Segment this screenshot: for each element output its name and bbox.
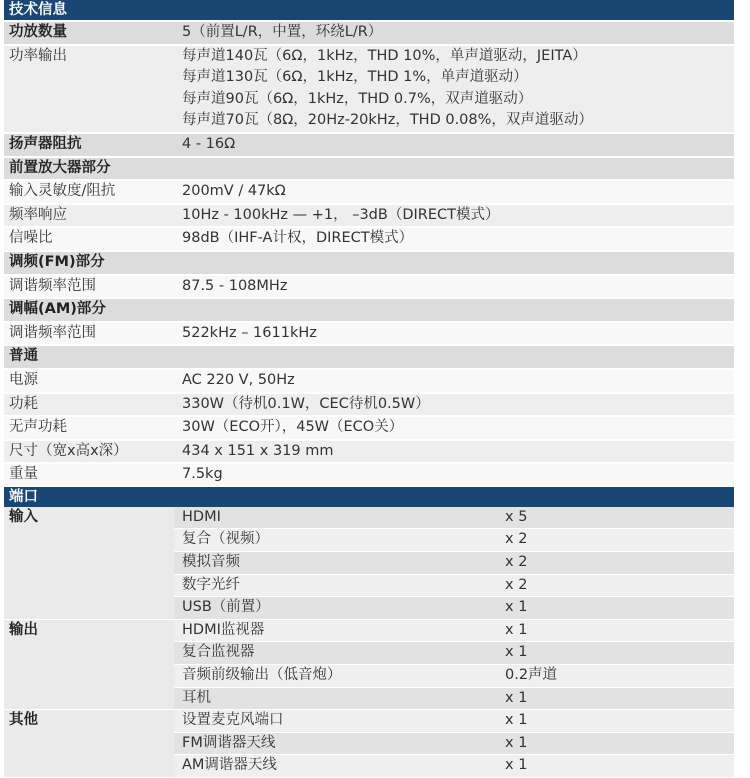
spec-label: 信噪比 (4, 227, 174, 251)
port-count: x 1 (497, 597, 734, 620)
spec-table-ports (4, 507, 734, 778)
spec-value (174, 416, 734, 440)
spec-label: 功放数量 (4, 21, 174, 45)
spec-label: 输入灵敏度/阻抗 (4, 180, 174, 204)
spec-label: 功耗 (4, 393, 174, 417)
port-name: 模拟音频 (174, 552, 497, 575)
spec-value (174, 204, 734, 228)
spec-value (174, 298, 734, 322)
spec-value-line: 87.5 - 108MHz (182, 277, 288, 294)
spec-value-line: AC 220 V, 50Hz (182, 371, 295, 388)
spec-row (4, 204, 734, 228)
spec-row (4, 440, 734, 464)
spec-value-line: 每声道90瓦（6Ω，1kHz，THD 0.7%，双声道驱动） (182, 90, 533, 107)
spec-value-line: 98dB（IHF-A计权，DIRECT模式） (182, 230, 414, 247)
spec-value (174, 227, 734, 251)
port-row (4, 507, 734, 529)
port-count: x 1 (497, 710, 734, 733)
port-name: 数字光纤 (174, 574, 497, 597)
spec-value (174, 180, 734, 204)
spec-label: 调幅(AM)部分 (4, 298, 174, 322)
spec-row (4, 251, 734, 275)
spec-label: 尺寸（宽x高x深） (4, 440, 174, 464)
port-count: x 2 (497, 529, 734, 552)
port-name: HDMI (174, 507, 497, 529)
spec-value (174, 21, 734, 45)
port-row (4, 619, 734, 642)
spec-value-line: 每声道140瓦（6Ω，1kHz，THD 10%，单声道驱动，JEITA） (182, 47, 587, 64)
spec-row (4, 298, 734, 322)
spec-label: 功率输出 (4, 45, 174, 133)
spec-row (4, 275, 734, 299)
spec-row (4, 157, 734, 181)
spec-value (174, 440, 734, 464)
port-count: x 1 (497, 619, 734, 642)
spec-label: 重量 (4, 463, 174, 486)
spec-label: 普通 (4, 345, 174, 369)
spec-row (4, 322, 734, 346)
port-count: x 1 (497, 755, 734, 778)
port-count: x 5 (497, 507, 734, 529)
spec-label: 频率响应 (4, 204, 174, 228)
spec-row (4, 133, 734, 157)
spec-value (174, 393, 734, 417)
spec-value-line: 330W（待机0.1W，CEC待机0.5W） (182, 395, 430, 412)
port-count: x 1 (497, 642, 734, 665)
spec-value (174, 345, 734, 369)
spec-value-line (182, 252, 734, 274)
port-group-label: 输入 (4, 507, 174, 619)
port-name: 耳机 (174, 687, 497, 710)
spec-row (4, 463, 734, 486)
spec-row (4, 369, 734, 393)
port-name: FM调谐器天线 (174, 732, 497, 755)
port-name: 设置麦克风端口 (174, 710, 497, 733)
spec-value-line: 200mV / 47kΩ (182, 183, 286, 200)
port-count: x 1 (497, 687, 734, 710)
port-name: 音频前级输出（低音炮） (174, 665, 497, 688)
spec-value (174, 463, 734, 486)
spec-label: 无声功耗 (4, 416, 174, 440)
section-header-ports: 端口 (4, 487, 734, 507)
spec-row (4, 416, 734, 440)
port-name: 复合监视器 (174, 642, 497, 665)
spec-table-tech-info (4, 20, 734, 486)
spec-row (4, 227, 734, 251)
spec-row (4, 345, 734, 369)
spec-value (174, 322, 734, 346)
spec-label: 调频(FM)部分 (4, 251, 174, 275)
spec-value (174, 369, 734, 393)
spec-value (174, 133, 734, 157)
port-count: x 2 (497, 574, 734, 597)
spec-value-line (182, 299, 734, 321)
spec-value (174, 251, 734, 275)
spec-value-line (182, 346, 734, 368)
spec-value-line (182, 158, 734, 180)
port-group-label: 其他 (4, 710, 174, 778)
spec-label: 前置放大器部分 (4, 157, 174, 181)
spec-label: 电源 (4, 369, 174, 393)
spec-label: 扬声器阻抗 (4, 133, 174, 157)
spec-value-line: 5（前置L/R，中置，环绕L/R） (182, 24, 383, 40)
port-name: AM调谐器天线 (174, 755, 497, 778)
spec-value (174, 45, 734, 133)
spec-label: 调谐频率范围 (4, 275, 174, 299)
spec-value-line: 434 x 151 x 319 mm (182, 442, 334, 459)
spec-value-line: 30W（ECO开），45W（ECO关） (182, 419, 404, 436)
spec-value-line: 每声道70瓦（8Ω，20Hz-20kHz，THD 0.08%，双声道驱动） (182, 112, 593, 129)
port-name: 复合（视频） (174, 529, 497, 552)
spec-value-line: 4 - 16Ω (182, 135, 236, 152)
spec-row (4, 393, 734, 417)
port-group-label: 输出 (4, 619, 174, 709)
port-count: x 2 (497, 552, 734, 575)
section-header-tech-info: 技术信息 (4, 0, 734, 20)
port-name: USB（前置） (174, 597, 497, 620)
spec-row (4, 180, 734, 204)
spec-value (174, 157, 734, 181)
spec-row (4, 45, 734, 133)
port-name: HDMI监视器 (174, 619, 497, 642)
spec-value-line: 7.5kg (182, 466, 223, 483)
port-row (4, 710, 734, 733)
spec-value-line: 10Hz - 100kHz — +1， –3dB（DIRECT模式） (182, 206, 500, 223)
port-count: 0.2声道 (497, 665, 734, 688)
spec-sheet (4, 0, 734, 778)
spec-row (4, 21, 734, 45)
port-count: x 1 (497, 732, 734, 755)
spec-value (174, 275, 734, 299)
spec-value-line: 522kHz – 1611kHz (182, 324, 317, 341)
spec-label: 调谐频率范围 (4, 322, 174, 346)
spec-value-line: 每声道130瓦（6Ω，1kHz，THD 1%，单声道驱动） (182, 69, 528, 86)
